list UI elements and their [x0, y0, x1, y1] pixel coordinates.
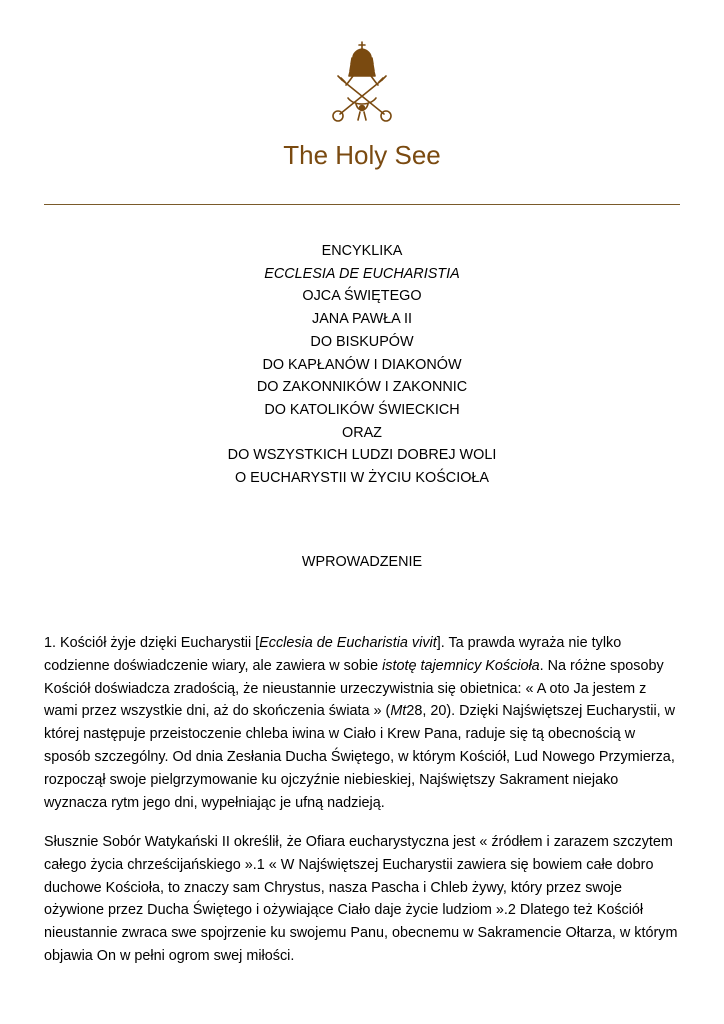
title-line-subject: O EUCHARYSTII W ŻYCIU KOŚCIOŁA: [234, 470, 489, 487]
paragraph-1-citation-book: Mt: [390, 703, 407, 720]
section-heading: WPROWADZENIE: [301, 554, 423, 570]
paragraph-2: Słusznie Sobór Watykański II określił, że Ofiara eucharystyczna jest « źródłem i zarazem szczytem całego życia chrześcijańskiego ».1 « W Najświętszej Eucharystii zawiera się bowiem całe dobro duchowe Kościoła, to znaczy sam Chrystus, nasza Pascha i Chleb żywy, który przez swoje ożywione przez Ducha Świętego i ożywiające Ciało daje życie ludziom ».2 Dlatego też Kościół nieustannie zwraca swe spojrzenie ku swojemu Panu, obecnemu w Sakramencie Ołtarza, w którym objawia On w pełni ogrom swej miłości.: [44, 834, 678, 964]
header-divider: [44, 204, 680, 205]
paragraph-1-text-c: ]. Ta prawda wyraża nie tylko codzienne doświadczenie wiary, ale zawiera w sobie: [44, 635, 622, 674]
paragraph-1-latin-phrase: Ecclesia de Eucharistia vivit: [259, 635, 437, 651]
site-title[interactable]: The Holy See: [283, 140, 441, 170]
title-line-latin-title: ECCLESIA DE EUCHARISTIA: [264, 265, 460, 282]
paragraph-1-emphasis: istotę tajemnicy Kościoła: [382, 657, 540, 674]
papal-keys-tiara-emblem-icon[interactable]: [320, 40, 404, 124]
title-line-addressee-priests: DO KAPŁANÓW I DIAKONÓW: [262, 356, 462, 373]
paragraph-1: [44, 632, 680, 814]
title-line-author-1: OJCA ŚWIĘTEGO: [302, 288, 422, 305]
title-line-addressee-bishops: DO BISKUPÓW: [310, 333, 414, 350]
paragraph-1-text-e: . Na różne sposoby Kościół doświadcza zradością, że nieustannie urzeczywistnia się obietnica: « A oto Ja jestem z wami przez wszystkie dni, aż do skończenia świata » (: [44, 657, 664, 720]
title-line-author-2: JANA PAWŁA II: [312, 311, 412, 328]
page-header: [0, 0, 724, 206]
title-line-document-type: ENCYKLIKA: [321, 243, 403, 259]
paragraph-1-text-g: 28, 20). Dzięki Najświętszej Eucharystii, w której następuje przeistoczenie chleba iwina w Ciało i Krew Pana, raduje się tą obecnością w sposób szczególny. Od dnia Zesłania Ducha Świętego, w którym Kościół, Lud Nowego Przymierza, rozpoczął swoje pielgrzymowanie ku ojczyźnie niebieskiej, Najświętszy Sakrament niejako wyznacza rytm jego dni, wypełniając je ufną nadzieją.: [44, 703, 676, 811]
encyclical-title-block: [0, 240, 724, 490]
paragraph-1-text-a: 1. Kościół żyje dzięki Eucharystii [: [44, 635, 260, 651]
title-line-addressee-all: DO WSZYSTKICH LUDZI DOBREJ WOLI: [227, 447, 497, 464]
title-line-oraz: ORAZ: [342, 424, 382, 441]
title-line-addressee-religious: DO ZAKONNIKÓW I ZAKONNIC: [256, 379, 468, 396]
title-line-addressee-laity: DO KATOLIKÓW ŚWIECKICH: [264, 401, 460, 418]
